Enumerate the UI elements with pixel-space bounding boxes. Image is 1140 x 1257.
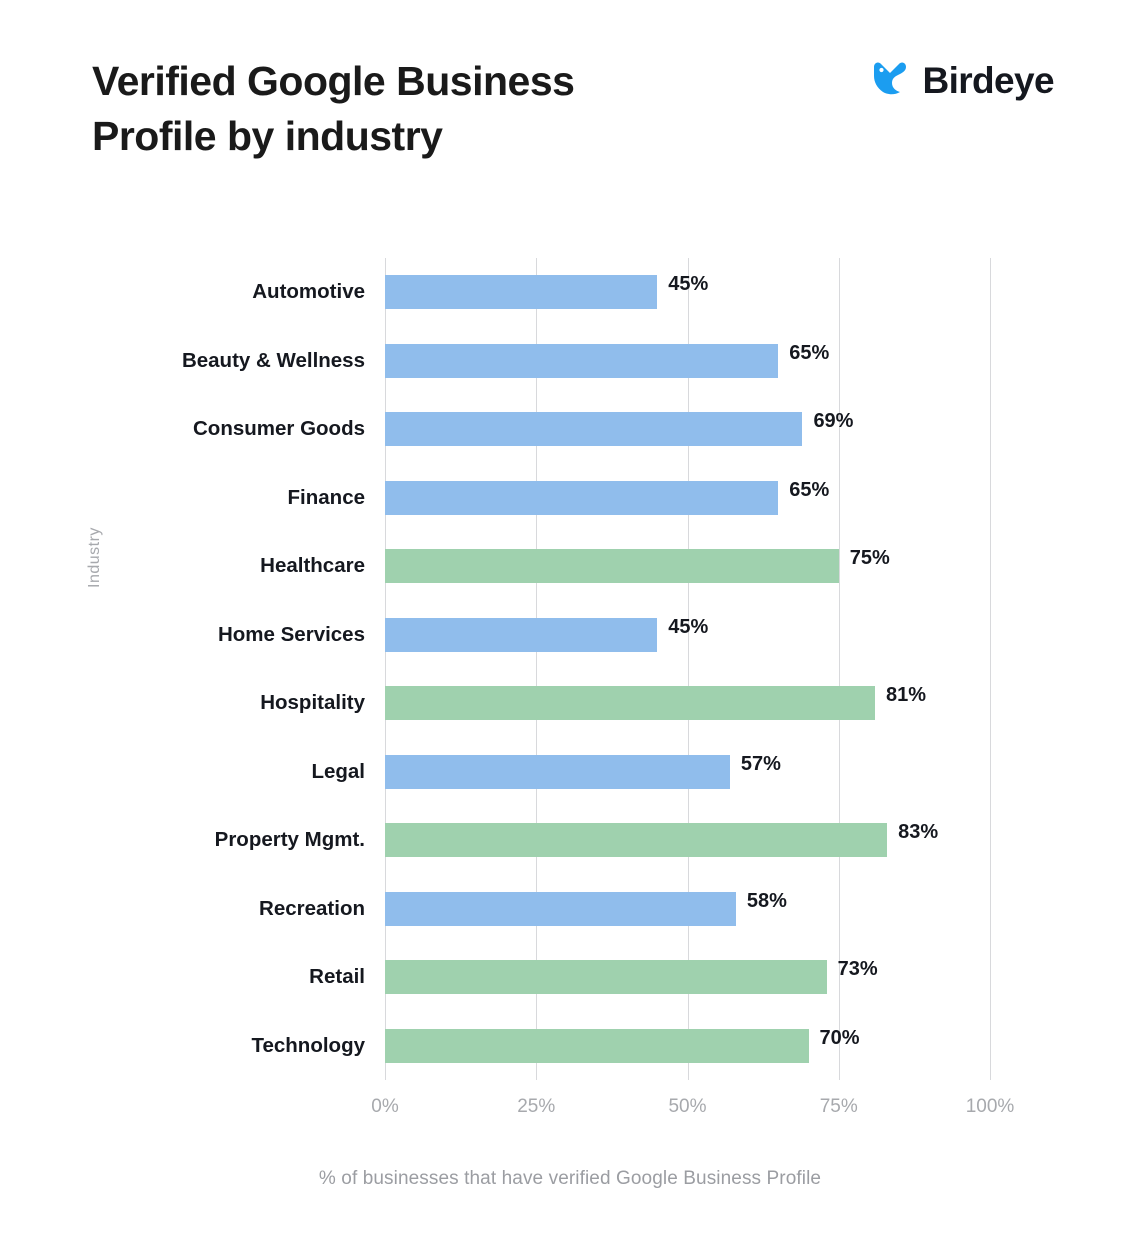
bar-value-label: 65%: [789, 341, 830, 364]
y-category-label: Hospitality: [260, 691, 365, 714]
x-tick-label: 75%: [819, 1096, 858, 1117]
bar-row: [385, 397, 990, 460]
brand-name: Birdeye: [922, 60, 1054, 101]
bar-row: [385, 808, 990, 871]
bar-automotive[interactable]: [385, 275, 657, 309]
y-category-label: Retail: [309, 965, 365, 988]
bar-retail[interactable]: [385, 960, 827, 994]
bar-value-label: 58%: [746, 889, 787, 912]
y-category-label: Beauty & Wellness: [181, 348, 365, 372]
bar-healthcare[interactable]: [385, 549, 839, 583]
bar-row: [385, 534, 990, 597]
y-axis-title: Industry: [86, 527, 103, 588]
bar-value-label: 69%: [813, 410, 854, 432]
bar-recreation[interactable]: [385, 892, 736, 926]
bar-finance[interactable]: [385, 481, 778, 515]
y-category-label: Property Mgmt.: [214, 828, 365, 851]
bar-row: [385, 945, 990, 1008]
bar-value-label: 81%: [886, 684, 927, 706]
bar-value-label: 45%: [668, 615, 709, 638]
bar-technology[interactable]: [385, 1029, 809, 1063]
bar-row: [385, 260, 990, 323]
y-category-label: Recreation: [259, 896, 365, 920]
bar-consumer-goods[interactable]: [385, 412, 802, 446]
y-category-label: Home Services: [217, 622, 365, 646]
bar-home-services[interactable]: [385, 618, 657, 652]
gridline-100pct: [990, 258, 991, 1080]
bar-row: [385, 1014, 990, 1077]
bar-value-label: 83%: [898, 821, 939, 843]
y-category-label: Finance: [287, 485, 365, 509]
bar-hospitality[interactable]: [385, 686, 875, 720]
bar-row: [385, 603, 990, 666]
y-category-label: Healthcare: [260, 554, 365, 577]
x-tick-label: 25%: [517, 1096, 556, 1117]
bar-row: [385, 740, 990, 803]
x-tick-label: 0%: [371, 1096, 399, 1117]
bar-legal[interactable]: [385, 755, 730, 789]
y-category-label: Technology: [251, 1033, 365, 1057]
bar-row: [385, 466, 990, 529]
y-category-label: Automotive: [252, 280, 365, 303]
plot-area: [385, 258, 990, 1080]
page-title: Verified Google Business Profile by industry: [92, 58, 575, 159]
bar-value-label: 57%: [740, 752, 781, 775]
bar-value-label: 45%: [668, 273, 709, 295]
x-tick-label: 100%: [965, 1096, 1015, 1117]
bar-value-label: 75%: [849, 547, 890, 569]
bar-value-label: 70%: [819, 1026, 860, 1049]
bar-value-label: 65%: [789, 478, 830, 501]
bar-row: [385, 329, 990, 392]
bar-value-label: 73%: [837, 958, 878, 980]
bar-beauty-wellness[interactable]: [385, 344, 778, 378]
x-axis-caption: % of businesses that have verified Google Business Profile: [318, 1168, 822, 1189]
y-category-label: Legal: [311, 759, 365, 783]
bar-row: [385, 671, 990, 734]
bar-row: [385, 877, 990, 940]
x-tick-label: 50%: [668, 1096, 707, 1117]
bar-property-mgmt[interactable]: [385, 823, 887, 857]
y-category-label: Consumer Goods: [193, 417, 365, 440]
